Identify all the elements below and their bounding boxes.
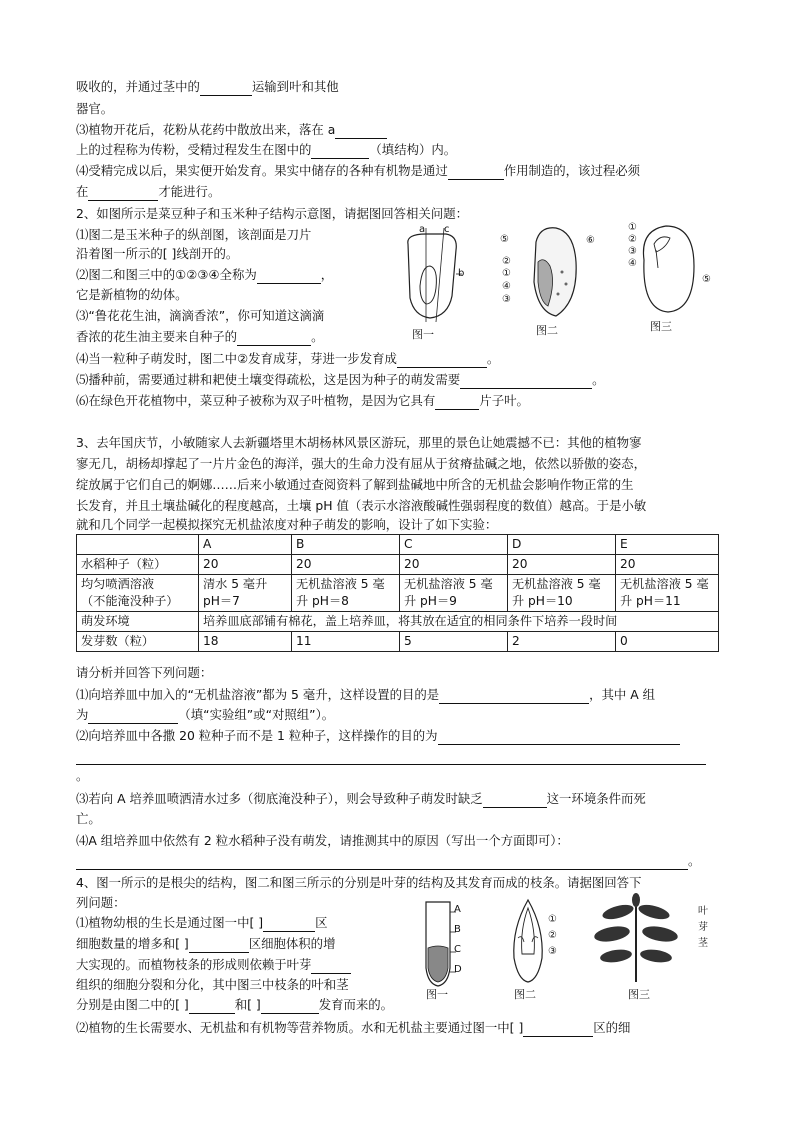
q3-line	[76, 810, 101, 828]
root-label: A	[454, 904, 461, 915]
q2-line	[76, 266, 333, 284]
table-row	[77, 612, 719, 632]
shoot-label-bud: 芽	[698, 922, 708, 933]
q1-text: （填结构）内。	[369, 142, 457, 157]
q4-text: 区的细	[593, 1020, 631, 1035]
answer-blank[interactable]	[200, 81, 252, 96]
q1-text: ⑷受精完成以后，果实便开始发育。果实中储存的各种有机物是通过	[76, 163, 448, 178]
q2-line	[76, 286, 188, 304]
q1-text: 运输到叶和其他	[251, 79, 339, 94]
q2-text: ⑵图二和图三中的①②③④全称为	[76, 267, 257, 282]
fig-caption: 图二	[514, 988, 536, 1001]
q2-line	[76, 392, 529, 410]
cell-line: 升 pH＝10	[512, 594, 573, 608]
q1-line-4	[76, 141, 456, 159]
q3-line	[76, 852, 700, 870]
q4-text: 列问题：	[76, 895, 126, 910]
cell-line: 无机盐溶液 5 毫	[620, 577, 709, 591]
root-label: B	[454, 924, 461, 935]
table-cell	[77, 575, 199, 612]
cell-line: 升 pH＝11	[620, 594, 681, 608]
fig-caption: 图一	[426, 988, 448, 1001]
answer-blank[interactable]	[257, 269, 321, 284]
cell-line: 升 pH＝9	[404, 594, 457, 608]
answer-blank[interactable]	[261, 999, 319, 1014]
answer-blank[interactable]	[311, 144, 369, 159]
q2-text: 沿着图一所示的[ ]线剖开的。	[76, 246, 239, 261]
fig3-num: ③	[628, 246, 637, 257]
fig3-num: ①	[628, 222, 637, 233]
table-cell: 18	[199, 632, 292, 652]
shoot-label-stem: 茎	[698, 938, 708, 949]
table-cell: 11	[292, 632, 400, 652]
fig3-num: ④	[628, 258, 637, 269]
q3-passage	[76, 476, 634, 494]
q1-line-2	[76, 100, 113, 118]
q1-line-5	[76, 162, 640, 180]
answer-blank[interactable]	[483, 793, 547, 808]
table-cell: 20	[508, 555, 616, 575]
answer-blank[interactable]	[311, 959, 351, 974]
q1-line-6	[76, 183, 220, 201]
q3-text: 为	[76, 707, 89, 722]
q2-text: 片子叶。	[479, 393, 529, 408]
answer-blank[interactable]	[335, 124, 387, 139]
root-tip-figure	[420, 898, 456, 988]
q4-text: 发育而来的。	[318, 997, 394, 1012]
q2-text: 香浓的花生油主要来自种子的	[76, 329, 238, 344]
bud-label: ②	[548, 930, 557, 941]
q1-text: 在	[76, 184, 89, 199]
q3-passage	[76, 497, 646, 515]
q3-line	[76, 727, 680, 745]
leaf-bud-figure	[508, 898, 548, 984]
q3-line	[76, 767, 88, 785]
answer-blank[interactable]	[397, 353, 487, 368]
q2-line	[76, 328, 323, 346]
table-cell: 20	[616, 555, 719, 575]
shoot-figure	[588, 892, 684, 984]
answer-blank[interactable]	[439, 689, 589, 704]
q3-text: （填“实验组”或“对照组”）。	[178, 707, 335, 722]
q2-line	[76, 350, 499, 368]
bud-label: ③	[548, 946, 557, 957]
table-cell	[508, 575, 616, 612]
q3-text: 3、去年国庆节，小敏随家人去新疆塔里木胡杨林风景区游玩，那里的景色让她震撼不已：其他的植物寥	[76, 435, 642, 450]
experiment-table	[76, 534, 719, 652]
table-cell: 2	[508, 632, 616, 652]
q4-text: 4、图一所示的是根尖的结构，图二和图三所示的分别是叶芽的结构及其发育而成的枝条。请据图回答下	[76, 875, 642, 890]
q1-text: 作用制造的，该过程必须	[503, 163, 641, 178]
bean-seed-figure	[636, 220, 700, 316]
q2-line	[76, 307, 324, 325]
table-cell	[292, 575, 400, 612]
q3-text: 长发育，并且土壤盐碱化的程度越高，土壤 pH 值（表示水溶液酸碱性强弱程度的数值）越高。于是小敏	[76, 498, 647, 513]
q4-text: 区	[315, 915, 328, 930]
q4-intro	[76, 874, 641, 892]
q3-passage	[76, 516, 497, 534]
q3-ask	[76, 664, 212, 682]
table-cell	[616, 575, 719, 612]
cell-line: （不能淹没种子）	[81, 594, 179, 608]
q1-text: 上的过程称为传粉，受精过程发生在图中的	[76, 142, 312, 157]
q1-line-1	[76, 78, 339, 96]
answer-blank[interactable]	[523, 1022, 593, 1037]
q4-line	[76, 956, 351, 974]
table-cell: 20	[292, 555, 400, 575]
q4-line	[76, 935, 335, 953]
q3-text: ⑵向培养皿中各撒 20 粒种子而不是 1 粒种子，这样操作的目的为	[76, 728, 438, 743]
table-cell: C	[400, 535, 508, 555]
cell-line: 均匀喷洒溶液	[81, 577, 155, 591]
fig2-num: ②	[502, 256, 511, 267]
q2-text: 。	[311, 329, 324, 344]
q4-text: 组织的细胞分裂和分化，其中图三中枝条的叶和茎	[76, 977, 349, 992]
answer-blank[interactable]	[263, 917, 315, 932]
fig3-num: ②	[628, 234, 637, 245]
q1-text: 吸收的，并通过茎中的	[76, 79, 200, 94]
answer-blank[interactable]	[435, 395, 479, 410]
q2-line	[76, 371, 605, 389]
table-cell: 发芽数（粒）	[77, 632, 199, 652]
fig-label-a: a	[419, 224, 426, 235]
table-cell: 萌发环境	[77, 612, 199, 632]
answer-blank[interactable]	[237, 331, 311, 346]
q3-line	[76, 706, 334, 724]
q4-line	[76, 996, 393, 1014]
q2-text: ⑸播种前，需要通过耕和耙使土壤变得疏松，这是因为种子的萌发需要	[76, 372, 461, 387]
q3-line	[76, 790, 646, 808]
table-cell: A	[199, 535, 292, 555]
table-cell	[77, 535, 199, 555]
table-cell: 0	[616, 632, 719, 652]
table-cell: 20	[199, 555, 292, 575]
fig-caption: 图一	[412, 328, 434, 341]
table-row	[77, 575, 719, 612]
answer-blank[interactable]	[88, 186, 158, 201]
table-cell: 5	[400, 632, 508, 652]
table-row	[77, 535, 719, 555]
q2-text: 。	[592, 372, 605, 387]
q4-line	[76, 976, 349, 994]
cell-line: 无机盐溶液 5 毫	[404, 577, 493, 591]
q3-text: ⑶若向 A 培养皿喷洒清水过多（彻底淹没种子），则会导致种子萌发时缺乏	[76, 791, 483, 806]
q1-text: ⑶植物开花后，花粉从花药中散放出来，落在 a	[76, 122, 336, 137]
q2-text: ⑷当一粒种子萌发时，图二中②发育成芽，芽进一步发育成	[76, 351, 397, 366]
q2-intro-text: 2、如图所示是菜豆种子和玉米种子结构示意图，请据图回答相关问题：	[76, 206, 468, 221]
q3-text: 请分析并回答下列问题：	[76, 665, 213, 680]
fig2-num: ①	[502, 268, 511, 279]
answer-blank[interactable]	[460, 374, 592, 389]
q3-text: ⑴向培养皿中加入的“无机盐溶液”都为 5 毫升，这样设置的目的是	[76, 687, 440, 702]
fig2-num: ③	[502, 294, 511, 305]
table-row	[77, 555, 719, 575]
fig2-num: ⑥	[586, 235, 595, 246]
q3-text: 。	[76, 768, 89, 783]
q3-text: 。	[688, 853, 701, 868]
fig-caption: 图二	[536, 324, 558, 337]
answer-blank[interactable]	[76, 855, 688, 870]
table-cell	[400, 575, 508, 612]
table-cell: E	[616, 535, 719, 555]
root-label: C	[454, 944, 461, 955]
fig-label-b: b	[458, 268, 465, 279]
answer-blank[interactable]	[448, 165, 504, 180]
bud-label: ①	[548, 914, 557, 925]
q4-text: 区细胞体积的增	[248, 936, 336, 951]
fig3-num: ⑤	[702, 274, 711, 285]
answer-blank[interactable]	[189, 938, 249, 953]
q3-text: ，其中 A 组	[589, 687, 656, 702]
q3-text: 亡。	[76, 811, 101, 826]
q4-text: 大实现的。而植物枝条的形成则依赖于叶芽	[76, 957, 312, 972]
q3-line	[76, 832, 569, 850]
cell-line: 清水 5 毫升	[203, 577, 268, 591]
q2-text: 。	[486, 351, 500, 366]
q4-text: ⑴植物幼根的生长是通过图一中[ ]	[76, 915, 264, 930]
q2-text: ⑶“鲁花花生油，滴滴香浓”，你可知道这滴滴	[76, 308, 325, 323]
q3-text: 寥无几，胡杨却撑起了一片片金色的海洋，强大的生命力没有屈从于贫瘠盐碱之地，依然以骄傲的姿态，	[76, 456, 646, 471]
root-label: D	[454, 964, 462, 975]
q2-text: 它是新植物的幼体。	[76, 287, 188, 302]
q2-intro	[76, 205, 468, 223]
q3-line	[76, 686, 655, 704]
table-cell: B	[292, 535, 400, 555]
q2-line	[76, 226, 311, 244]
answer-blank[interactable]	[438, 730, 680, 745]
fig2-num: ⑤	[500, 234, 509, 245]
q2-text: ，	[320, 267, 334, 282]
q4-text: 和[ ]	[234, 997, 261, 1012]
fig-label-c: c	[444, 224, 450, 235]
cell-line: 无机盐溶液 5 毫	[296, 577, 385, 591]
q1-text: 才能进行。	[158, 184, 221, 199]
q1-line-3	[76, 121, 387, 139]
q4-line	[76, 914, 327, 932]
fig-caption: 图三	[650, 320, 672, 333]
table-cell: D	[508, 535, 616, 555]
q2-text: ⑴图二是玉米种子的纵剖图，该剖面是刀片	[76, 227, 312, 242]
cell-line: 无机盐溶液 5 毫	[512, 577, 601, 591]
answer-blank[interactable]	[189, 999, 235, 1014]
q3-passage	[76, 434, 641, 452]
fig-caption: 图三	[628, 988, 650, 1001]
cell-line: pH＝7	[203, 594, 240, 608]
q4-line	[76, 1019, 630, 1037]
q4-text: 分别是由图二中的[ ]	[76, 997, 189, 1012]
q4-intro	[76, 894, 126, 912]
q4-text: 细胞数量的增多和[ ]	[76, 936, 189, 951]
table-cell: 培养皿底部铺有棉花，盖上培养皿，将其放在适宜的相同条件下培养一段时间	[199, 612, 719, 632]
q2-line	[76, 245, 238, 263]
q3-text: 绽放属于它们自己的婀娜……后来小敏通过查阅资料了解到盐碱地中所含的无机盐会影响作物正常的生	[76, 477, 634, 492]
table-cell	[199, 575, 292, 612]
q4-text: ⑵植物的生长需要水、无机盐和有机物等营养物质。水和无机盐主要通过图一中[ ]	[76, 1020, 524, 1035]
shoot-label-leaf: 叶	[698, 906, 708, 917]
table-row	[77, 632, 719, 652]
table-cell: 20	[400, 555, 508, 575]
q3-passage	[76, 455, 646, 473]
answer-blank[interactable]	[88, 709, 178, 724]
q3-text: 就和几个同学一起模拟探究无机盐浓度对种子萌发的影响，设计了如下实验：	[76, 517, 498, 532]
q3-text: 这一环境条件而死	[546, 791, 646, 806]
q2-text: ⑹在绿色开花植物中，菜豆种子被称为双子叶植物，是因为它具有	[76, 393, 436, 408]
cell-line: 升 pH＝8	[296, 594, 349, 608]
fig2-num: ④	[502, 281, 511, 292]
answer-blank-line[interactable]	[76, 748, 706, 765]
corn-section-figure	[526, 222, 582, 322]
q1-text: 器官。	[76, 101, 114, 116]
q3-text: ⑷A 组培养皿中依然有 2 粒水稻种子没有萌发，请推测其中的原因（写出一个方面即可）：	[76, 833, 569, 848]
table-cell: 水稻种子（粒）	[77, 555, 199, 575]
